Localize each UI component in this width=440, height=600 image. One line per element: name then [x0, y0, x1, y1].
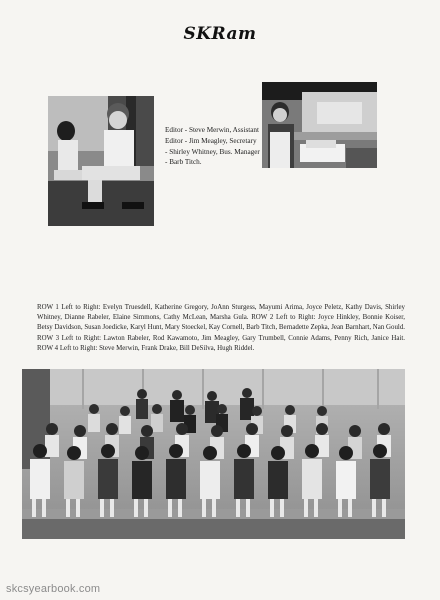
group-photo-image — [22, 369, 405, 539]
office-photo-image — [262, 82, 377, 168]
editors-photo-image — [48, 96, 154, 226]
roster-caption: ROW 1 Left to Right: Evelyn Truesdell, Katherine Gregory, JoAnn Sturgess, Mayumi Arima, Joyce Peletz, Kathy Davis, Shirley Whitney, Dianne Rabeler, Elaine Simmons, Cathy McLean, Marsha Gula. ROW 2 Left to Right: Joyce Hinkley, Bonnie Koiser, Betsy Davidson, Susan Joedicke, Karyl Hunt, Mary Stoeckel, Kay Cornell, Barb Titch, Bernadette Zepka, Jean Barnhart, Nan Gould. ROW 3 Left to Right: Lawton Rabeler, Rod Kawamoto, Jim Meagley, Gary Trumbell, Connie Adams, Penny Rich, Janice Hait. ROW 4 Left to Right: Steve Merwin, Frank Drake, Bill DeSilva, Hugh Riddel. — [37, 304, 405, 352]
group-photo — [22, 369, 405, 539]
office-photo — [262, 82, 377, 168]
site-watermark: skcsyearbook.com — [6, 583, 101, 595]
page-title: SKRam — [183, 24, 257, 44]
editors-caption: Editor - Steve Merwin, Assistant Editor - Jim Meagley, Secretary - Shirley Whitney, Bus. Manager - Barb Titch. — [165, 126, 260, 167]
editors-photo — [48, 96, 154, 226]
